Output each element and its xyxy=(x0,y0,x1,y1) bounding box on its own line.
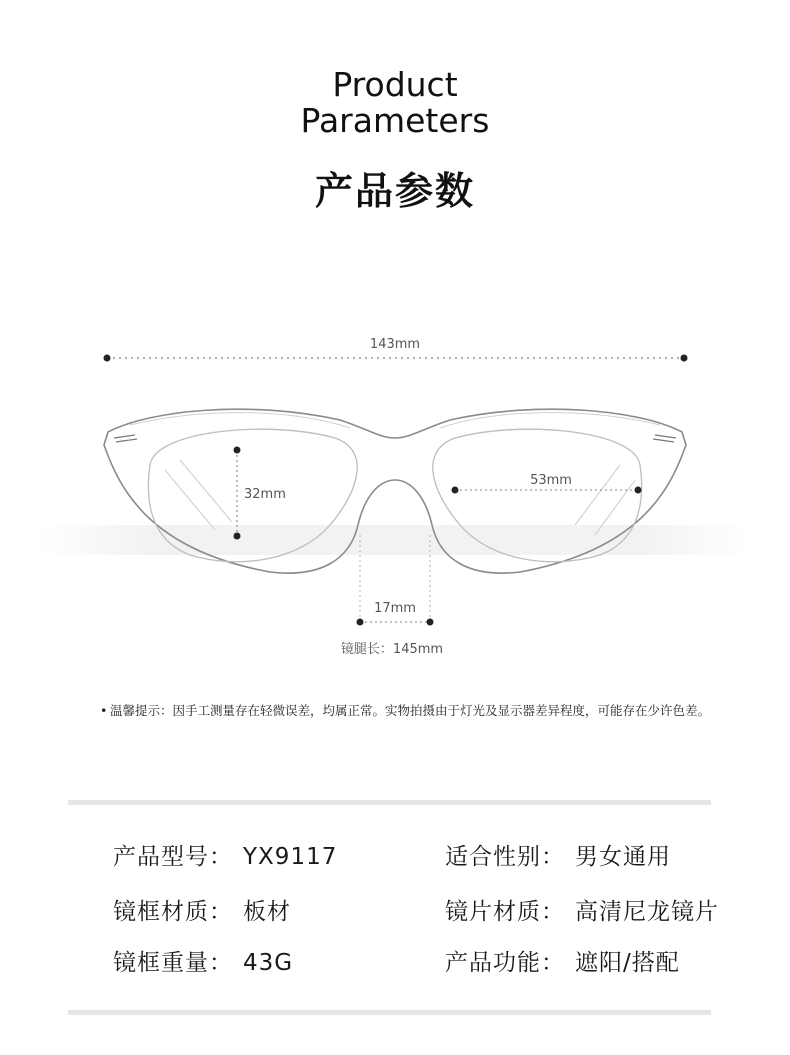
spec-frame-weight xyxy=(113,944,293,977)
total-width-label: 143mm xyxy=(369,337,421,352)
spec-function-value: 遮阳/搭配 xyxy=(575,950,680,976)
spec-model-value: YX9117 xyxy=(243,844,338,870)
temple-length-label: 镜腿长：145mm xyxy=(340,642,444,657)
spec-frame-material xyxy=(113,893,291,926)
notice-text: 温馨提示：因手工测量存在轻微误差，均属正常。实物拍摄由于灯光及显示器差异程度，可能存在少许色差。 xyxy=(110,703,711,718)
notice xyxy=(100,700,730,722)
title-english-line1: Product xyxy=(332,65,458,104)
divider-bottom xyxy=(68,1010,711,1015)
spec-frame-weight-label: 镜框重量： xyxy=(113,950,233,976)
spec-model xyxy=(113,838,337,871)
spec-gender-label: 适合性别： xyxy=(445,844,565,870)
title-english-line2: Parameters xyxy=(300,101,490,140)
notice-bullet: • xyxy=(100,703,108,718)
background-band xyxy=(40,525,750,555)
lens-height-label: 32mm xyxy=(244,487,286,502)
spec-function-label: 产品功能： xyxy=(445,950,565,976)
spec-lens-material-value: 高清尼龙镜片 xyxy=(575,899,719,925)
spec-frame-weight-value: 43G xyxy=(243,950,294,976)
spec-model-label: 产品型号： xyxy=(113,844,233,870)
spec-function xyxy=(445,944,680,977)
lens-width-dimension xyxy=(452,473,642,494)
spec-frame-material-label: 镜框材质： xyxy=(113,899,233,925)
spec-frame-material-value: 板材 xyxy=(243,899,291,925)
spec-lens-material xyxy=(445,893,719,926)
bridge-label: 17mm xyxy=(374,601,416,616)
spec-gender xyxy=(445,838,671,871)
spec-lens-material-label: 镜片材质： xyxy=(445,899,565,925)
total-width-dimension xyxy=(104,337,688,362)
glasses-dimension-diagram xyxy=(0,320,790,680)
title-chinese: 产品参数 xyxy=(314,169,475,213)
lens-width-label: 53mm xyxy=(530,473,572,488)
divider-top xyxy=(68,800,711,805)
spec-gender-value: 男女通用 xyxy=(575,844,671,870)
